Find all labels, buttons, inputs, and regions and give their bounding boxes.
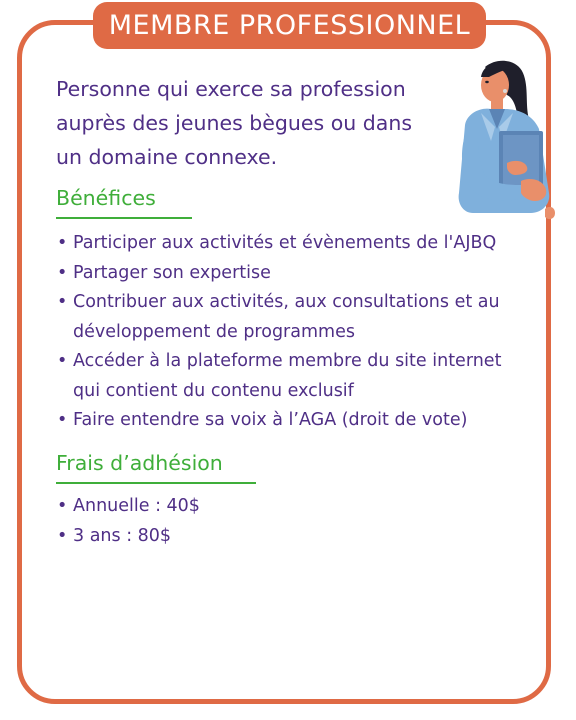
list-item bbox=[56, 347, 536, 406]
list-item bbox=[56, 522, 356, 552]
benefits-list bbox=[56, 229, 536, 436]
woman-holding-folder-icon bbox=[445, 55, 563, 225]
list-item bbox=[56, 288, 536, 347]
bullet-icon: • bbox=[57, 233, 68, 253]
bullet-icon: • bbox=[57, 525, 68, 546]
fees-heading bbox=[56, 451, 223, 475]
list-item-line: qui contient du contenu exclusif bbox=[73, 380, 354, 401]
bullet-icon: • bbox=[57, 410, 68, 430]
benefits-underline bbox=[56, 217, 192, 219]
list-item bbox=[56, 492, 356, 522]
benefits-heading bbox=[56, 186, 156, 210]
fees-underline bbox=[56, 482, 256, 484]
intro-line: Personne qui exerce sa profession bbox=[56, 77, 406, 101]
fees-heading-text: Frais d’adhésion bbox=[56, 451, 223, 475]
card-title-banner bbox=[93, 2, 486, 49]
intro-text bbox=[56, 72, 446, 174]
list-item bbox=[56, 406, 536, 436]
fees-list bbox=[56, 492, 356, 551]
list-item-line: développement de programmes bbox=[73, 321, 355, 342]
list-item-line: 3 ans : 80$ bbox=[73, 525, 172, 546]
list-item-line: Accéder à la plateforme membre du site internet bbox=[73, 351, 502, 371]
card-title: MEMBRE PROFESSIONNEL bbox=[108, 10, 471, 41]
list-item-line: Faire entendre sa voix à l’AGA (droit de vote) bbox=[73, 410, 468, 430]
bullet-icon: • bbox=[57, 262, 68, 283]
list-item-line: Contribuer aux activités, aux consultations et au bbox=[73, 292, 500, 312]
list-item bbox=[56, 229, 536, 259]
list-item-line: Annuelle : 40$ bbox=[73, 496, 200, 516]
bullet-icon: • bbox=[57, 292, 68, 312]
bullet-icon: • bbox=[57, 496, 68, 516]
bullet-icon: • bbox=[57, 351, 68, 371]
list-item bbox=[56, 259, 536, 289]
intro-line: auprès des jeunes bègues ou dans bbox=[56, 111, 413, 135]
list-item-line: Partager son expertise bbox=[73, 262, 271, 283]
list-item-line: Participer aux activités et évènements de l'AJBQ bbox=[73, 233, 497, 253]
intro-line: un domaine connexe. bbox=[56, 145, 278, 169]
benefits-heading-text: Bénéfices bbox=[56, 186, 156, 210]
